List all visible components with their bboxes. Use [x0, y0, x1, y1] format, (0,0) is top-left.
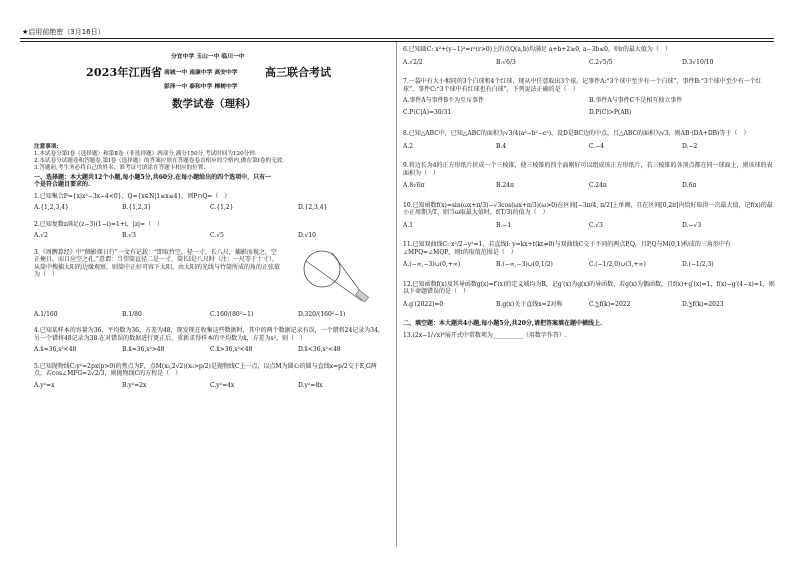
question-4: 4.已知某样本的容量为36，平均数为36，方差为48，现发现在收集这些数据时，其中的两个数据记录有误，一个错将24记录为34，另一个错将48记录为38.在对错误的数据进行更正后，重新求得样本的平均数为x̄，方差为s²，则（ ）: [34, 327, 384, 342]
section-1-heading-line1: 一、选择题：本大题共12个小题,每小题5分,共60分.在每小题给出的四个选项中，只有一: [34, 173, 272, 181]
option: C.√5: [210, 232, 224, 240]
option: A.1/160: [34, 310, 58, 318]
exam-title-left: 2023年江西省: [86, 66, 163, 79]
top-rule-2: [20, 41, 774, 42]
top-rule: [20, 38, 774, 39]
option: B.√6/3: [496, 58, 516, 66]
question-1: 1.已知集合P={x|x²−3x−4<0}，Q={x∈N|1≤x≤4}，则P∩Q=（ ）: [34, 192, 231, 200]
option: A.g′(2022)=0: [403, 300, 444, 308]
question-8: 8.已知△ABC中，已知△ABC的面积为√3/4(a²−b²−c²)，设D是BC边的中点，且△ABC的面积为√3，则AB·(DA+DB)等于（ ）: [403, 130, 750, 137]
option: B.−1: [496, 221, 512, 229]
option: C.2√5/5: [589, 58, 613, 66]
question-12-options: [403, 301, 775, 309]
option: A.{1,2,3,4}: [34, 204, 69, 212]
note-item: 2.本试卷分试题卷和答题卷,第Ⅰ卷（选择题）的答案应填在答题卷卷首相应的空格内,做在第Ⅰ卷的无效.: [34, 157, 285, 164]
notes-title: 注意事项:: [34, 144, 59, 150]
option: A.2: [403, 142, 414, 150]
option: C.∑f(k)=2022: [589, 300, 631, 308]
question-5-options: [34, 382, 386, 390]
question-5: 5.已知抛物线C:y²=2px(p>0)的焦点为F，点M(x₀,2√2)(x₀>p/2)是抛物线C上一点，以点M为圆心的圆与直线x=p/2交于E,G两点，若cos∠MFG=2√2/3，则抛物线C的方程是（ ）: [34, 362, 377, 378]
question-7: 7.一袋中有大小相同的3个白球和4个红球，现从中任意取出3个球，记事件A:“3个球中至少有一个白球”，事件B:“3个球中至少有一个红球”，事件C:“3个球中有红球也有白球”，下列说法正确的是（ ）: [403, 78, 762, 93]
option: D.−2: [682, 142, 698, 150]
option: D.{2,3,4}: [298, 204, 328, 212]
option: A.8√6π: [403, 182, 425, 189]
exam-subject: 数学试卷（理科）: [172, 98, 256, 110]
option: A.x̄=36,s²<48: [34, 346, 77, 354]
section-1-heading-line2: 个是符合题目要求的.: [34, 181, 91, 189]
question-11: 11.已知双曲线C: x²/2−y²=1，若直线l: y=kx+t(kt≠0)与双曲线C交于不同的两点P,Q，且P,Q与M(0,1)构成的三角形中有∠MPQ=∠MQP，则t的取值范围是（ ）: [403, 241, 731, 256]
option: C.24π: [589, 182, 607, 189]
option: D.∑f(k)=2023: [682, 300, 724, 308]
option: B.{1,2,3}: [122, 204, 152, 212]
option: B.1/80: [122, 310, 142, 318]
option: D.−√3: [682, 221, 702, 229]
column-divider: [396, 42, 397, 547]
option: A.事件A与事件B不为互斥事件: [403, 97, 484, 104]
option: B.x̄=36,s²>48: [122, 346, 165, 354]
question-9-options: [403, 182, 775, 190]
option: C.y²=4x: [210, 381, 235, 389]
question-12: 12.已知函数f(x)及其导函数g(x)=f′(x)的定义域均为R，记g′(x)为g(x)的导函数，若g(x)为偶函数，且f(x)+g′(x)=1，f(x)−g′(4−x)=1，则以下命题错误的是（ ）: [403, 280, 775, 295]
option: B.y²=2x: [122, 381, 147, 389]
question-3-block: [34, 249, 386, 307]
option: C.{1,2}: [210, 204, 234, 212]
confidential-label: ★启用前绝密（3月16日）: [22, 28, 105, 36]
exam-notes: [34, 144, 386, 172]
exam-title-right: 高三联合考试: [265, 66, 331, 79]
question-1-options: [34, 204, 386, 212]
option: A.√2/2: [403, 58, 423, 66]
option: B.4: [496, 142, 507, 150]
option: D.y²=8x: [298, 381, 323, 389]
section-1-heading: [34, 174, 386, 189]
question-11-options: [403, 261, 775, 269]
question-4-options: [34, 346, 386, 354]
option: A.(−∞,−3)∪(0,+∞): [403, 261, 461, 268]
question-2: 2.已知复数z满足(z−3)(1−i)=1+i，|z|=（ ）: [34, 220, 164, 228]
school-row-2: 南城一中 南康中学 高安中学: [164, 70, 238, 76]
question-10: 10.已知函数f(x)=sin(ωx+π/3)−√3cos(ωx+π/3)(ω>0)在区间[−3π/4, π/2]上单调，且在区间[0,2π]内恰好取得一次最大值，记f(x)的最小正周期为T，则当ω取最大值时，f(T/3)的值为（ ）: [403, 201, 773, 216]
left-column: [34, 46, 386, 398]
option: C.−4: [589, 142, 605, 150]
option: C.160/(80²−1): [210, 310, 254, 318]
question-6-options: [403, 59, 775, 67]
option: D.(−1/2,3): [682, 261, 714, 268]
question-8-options: [403, 143, 775, 151]
right-column: [403, 46, 775, 342]
question-7-options: [403, 97, 775, 120]
question-2-options: [34, 232, 386, 240]
school-row-1: 分宜中学 玉山一中 临川一中: [171, 54, 245, 60]
option: B.√3: [122, 232, 136, 240]
option: B.事件A与事件C不是相互独立事件: [589, 97, 683, 104]
option: C.(−1/2,0)∪(3,+∞): [589, 261, 646, 268]
option: A.y²=x: [34, 381, 55, 389]
option: B.24π: [496, 182, 514, 189]
option: C.x̄>36,s²<48: [210, 346, 253, 354]
section-2-heading: 二、填空题：本大题共4小题,每小题5分,共20分,请把答案填在题中横线上.: [403, 320, 603, 327]
question-9: 9.将边长为4的正方形纸片折成一个三棱锥，使三棱锥的四个面刚好可以组成该正方形纸片，若三棱锥的各顶点都在同一球面上，则该球的表面积为（ ）: [403, 162, 773, 177]
option: A.√2: [34, 232, 48, 240]
exam-header: [34, 46, 386, 144]
option: D.320/(160²−1): [298, 310, 346, 318]
option: C.√3: [589, 221, 603, 229]
option: D.√10: [298, 232, 316, 240]
question-10-options: [403, 222, 775, 230]
question-3-options: [34, 311, 386, 319]
option: D.P(C)>P(AB): [589, 108, 632, 116]
question-6: 6.已知圆C: x²+(y−1)²=r²(r>0)上的点Q(a,b)均满足 a+b+2≥0, a−3b≤0，则r的最大值为（ ）: [403, 46, 671, 53]
option: D.3√10/10: [682, 58, 714, 66]
option: D.6π: [682, 182, 697, 189]
sun-tube-diagram: [292, 243, 380, 307]
option: B.g(x)关于直线x=2对称: [496, 300, 563, 308]
note-item: 3.答题前,考生务必将自己的姓名、准考证号填涂在答题卡相应的位置.: [34, 164, 206, 171]
option: B.(−∞,−3)∪(0,1/2): [496, 261, 553, 268]
question-13: 13.(2x−1/√x)⁶展开式中常数项为__________（用数字作答）.: [403, 331, 567, 339]
note-item: 1.本试卷分第Ⅰ卷（选择题）和第Ⅱ卷（非选择题）两部分,满分150分,考试时间为120分钟.: [34, 150, 257, 157]
option: A.1: [403, 221, 414, 229]
option: D.x̄<36,s²<48: [298, 346, 341, 354]
question-3: 3.《周髀算经》中“侧影探日行”一文有记载：“即取竹空，径一寸，长八尺，捕影而视之，空正掩日，而日应空之孔.”意谓：当望筒直径二是一寸，筒长l是八尺时（注：一尺等于十寸），从筒中搜捕太阳的边缘观察，则筒中正好可容下太阳，由太阳的光线与竹筒所成的角的正弦值为（ ）: [34, 248, 281, 279]
school-row-3: 彭泽一中 泰和中学 樟树中学: [164, 84, 238, 90]
option: C.P(C|A)=30/31: [403, 108, 452, 116]
